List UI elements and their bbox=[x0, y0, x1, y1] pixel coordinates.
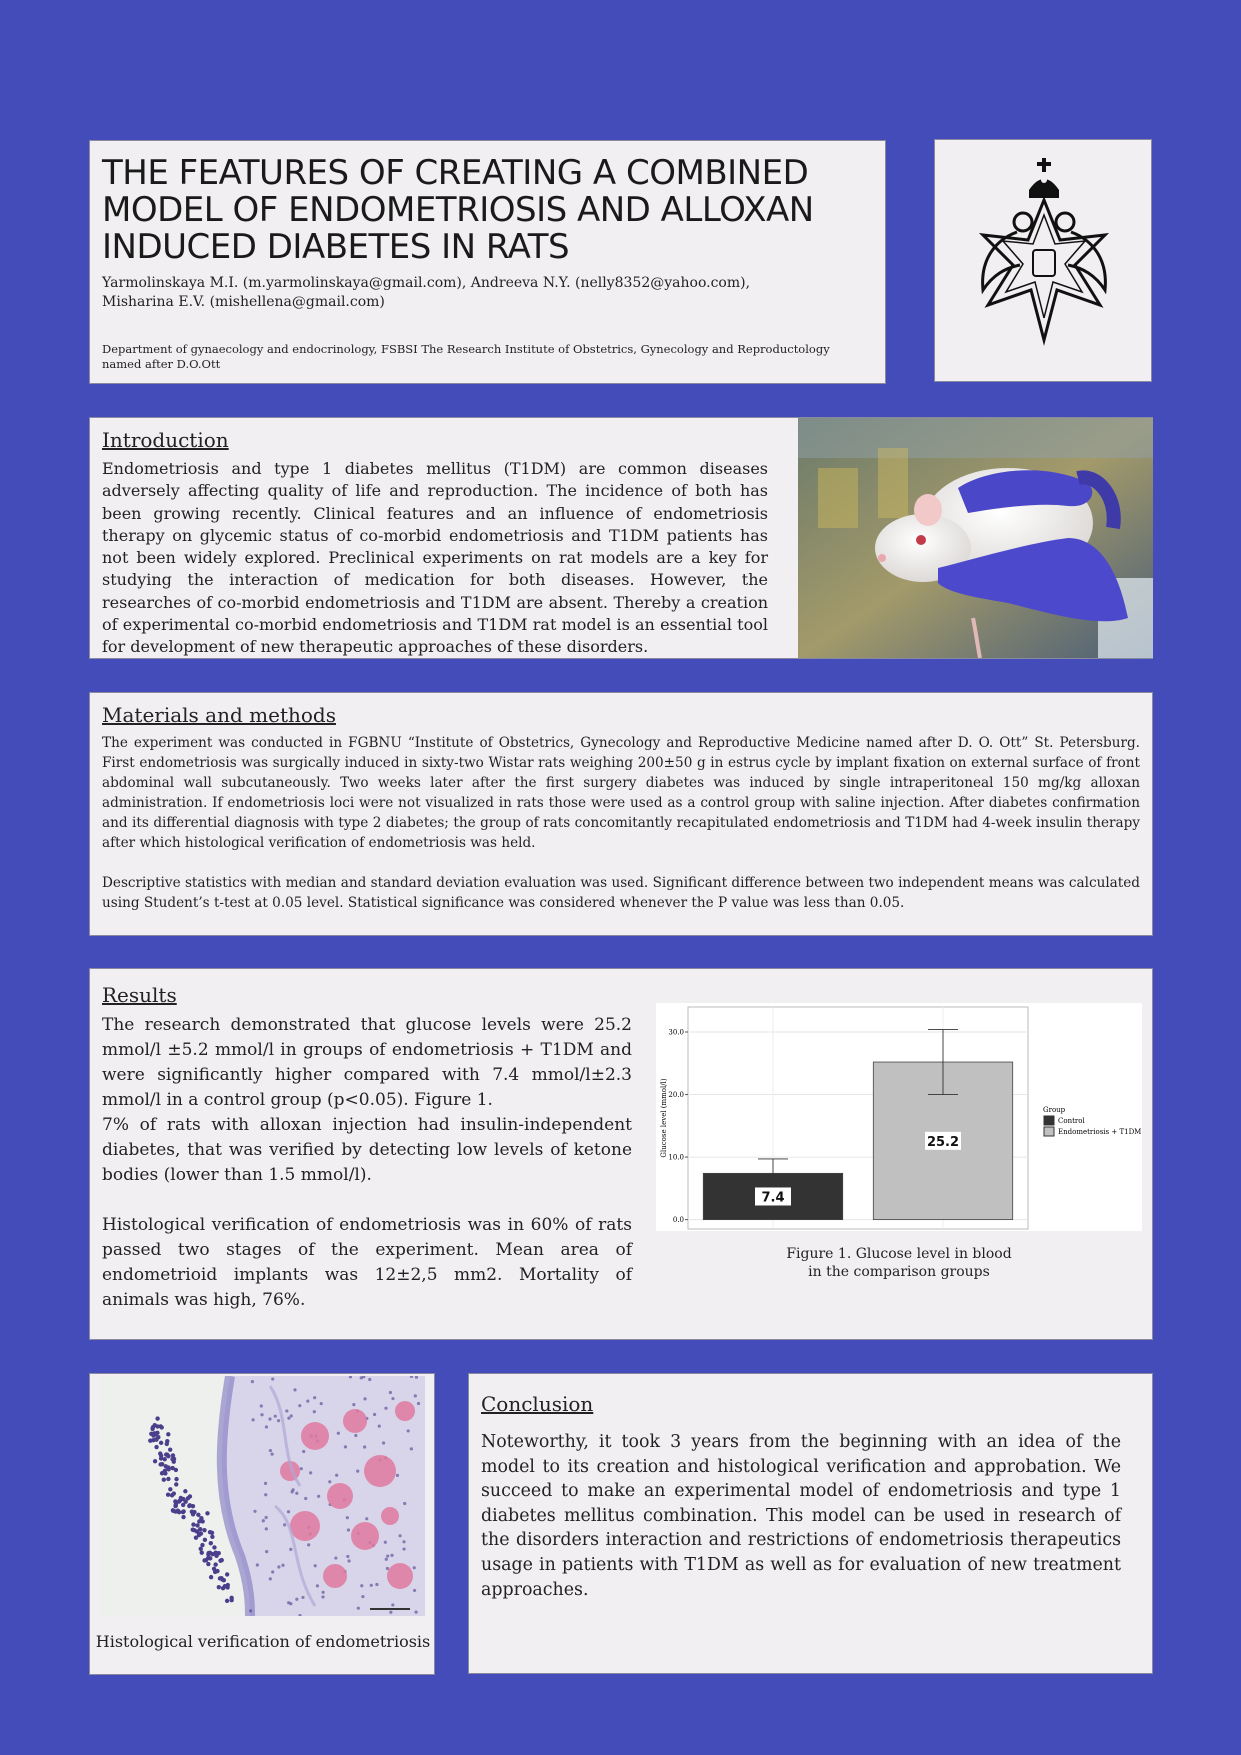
legend-label-endometriosis: Endometriosis + T1DM bbox=[1058, 1128, 1142, 1136]
conclusion-heading: Conclusion bbox=[481, 1392, 594, 1416]
introduction-body: Endometriosis and type 1 diabetes mellitus (T1DM) are common diseases adversely affecting quality of life and reproduction. The incidence of both has been growing recently. Clinical features and an influence of endometriosis therapy on glycemic status of co-morbid endometriosis and T1DM patients has not been widely explored. Preclinical experiments on rat models are a key for studying the interaction of medication for both diseases. However, the researches of co-morbid endometriosis and T1DM are absent. Thereby a creation of experimental co-morbid endometriosis and T1DM rat model is an essential tool for development of new therapeutic approaches of these disorders. bbox=[102, 459, 768, 657]
histology-panel bbox=[89, 1373, 435, 1675]
institute-emblem-panel bbox=[934, 139, 1152, 382]
value-label-0: 7.4 bbox=[761, 1190, 785, 1206]
legend bbox=[1043, 1106, 1141, 1136]
rat-photo bbox=[798, 418, 1153, 658]
histology-caption: Histological verification of endometriosis bbox=[95, 1632, 431, 1651]
results-paragraph-1: The research demonstrated that glucose levels were 25.2 mmol/l ±5.2 mmol/l in groups of endometriosis + T1DM and were significantly higher compared with 7.4 mmol/l±2.3 mmol/l in a control group (p<0.05). Figure 1. bbox=[102, 1015, 632, 1110]
legend-swatch-control bbox=[1044, 1116, 1054, 1125]
authors: Yarmolinskaya M.I. (m.yarmolinskaya@gmail.com), Andreeva N.Y. (nelly8352@yahoo.com), Misharina E.V. (mishellena@gmail.com) bbox=[102, 275, 751, 310]
affiliation: Department of gynaecology and endocrinology, FSBSI The Research Institute of Obstetrics, Gynecology and Reproductology named after D.O.Ott bbox=[102, 342, 830, 371]
y-tick-label: 0.0 bbox=[672, 1216, 684, 1225]
legend-title: Group bbox=[1043, 1106, 1066, 1114]
conclusion-body: Noteworthy, it took 3 years from the beginning with an idea of the model to its creation and histological verification and approbation. We succeed to make an experimental model of endometriosis and type 1 diabetes mellitus combination. This model can be used in research of the disorders interaction and restrictions of endometriosis therapeutics usage in patients with T1DM as well as for evaluation of new treatment approaches. bbox=[481, 1432, 1121, 1600]
y-tick-label: 20.0 bbox=[668, 1091, 684, 1100]
poster-title: THE FEATURES OF CREATING A COMBINED MODEL OF ENDOMETRIOSIS AND ALLOXAN INDUCED DIABETES IN RATS bbox=[102, 153, 814, 267]
results-paragraph-3: Histological verification of endometriosis was in 60% of rats passed two stages of the experiment. Mean area of endometrioid implants was 12±2,5 mm2. Mortality of animals was high, 76%. bbox=[102, 1215, 632, 1310]
conclusion-panel bbox=[468, 1373, 1153, 1674]
results-paragraph-2: 7% of rats with alloxan injection had insulin-independent diabetes, that was verified by detecting low levels of ketone bodies (lower than 1.5 mmol/l). bbox=[102, 1115, 632, 1185]
introduction-panel bbox=[89, 417, 1153, 659]
glucose-bar-chart bbox=[656, 1003, 1142, 1231]
figure-caption bbox=[656, 1245, 1142, 1281]
figure-caption-line-1: Figure 1. Glucose level in blood bbox=[786, 1246, 1012, 1262]
title-panel bbox=[89, 140, 886, 384]
legend-label-control: Control bbox=[1058, 1117, 1085, 1125]
value-label-1: 25.2 bbox=[926, 1134, 960, 1150]
figure-caption-line-2: in the comparison groups bbox=[808, 1264, 990, 1280]
results-heading: Results bbox=[102, 983, 177, 1007]
y-tick-label: 10.0 bbox=[668, 1153, 684, 1162]
methods-paragraph-2: Descriptive statistics with median and standard deviation evaluation was used. Significant difference between two independent means was calculated using Student’s t-test at 0.05 level. Statistical significance was considered whenever the P value was less than 0.05. bbox=[102, 875, 1140, 911]
legend-swatch-endometriosis bbox=[1044, 1127, 1054, 1136]
histology-image bbox=[100, 1376, 425, 1616]
results-panel bbox=[89, 968, 1153, 1340]
y-tick-label: 30.0 bbox=[668, 1028, 684, 1037]
methods-panel bbox=[89, 692, 1153, 936]
institute-emblem-icon bbox=[935, 140, 1153, 383]
methods-paragraph-1: The experiment was conducted in FGBNU “Institute of Obstetrics, Gynecology and Reproductive Medicine named after D. O. Ott” St. Petersburg. First endometriosis was surgically induced in sixty-two Wistar rats weighing 200±50 g in estrus cycle by implant fixation on external surface of front abdominal wall subcutaneously. Two weeks later after the first surgery diabetes was induced by single intraperitoneal 150 mg/kg alloxan administration. If endometriosis loci were not visualized in rats those were used as a control group with saline injection. After diabetes confirmation and its differential diagnosis with type 2 diabetes; the group of rats concomitantly recapitulated endometriosis and T1DM had 4-week insulin therapy after which histological verification of endometriosis was held. bbox=[102, 735, 1140, 851]
y-axis-label: Glucose level (mmol/l) bbox=[660, 1078, 668, 1158]
methods-heading: Materials and methods bbox=[102, 703, 336, 727]
introduction-heading: Introduction bbox=[102, 428, 229, 452]
